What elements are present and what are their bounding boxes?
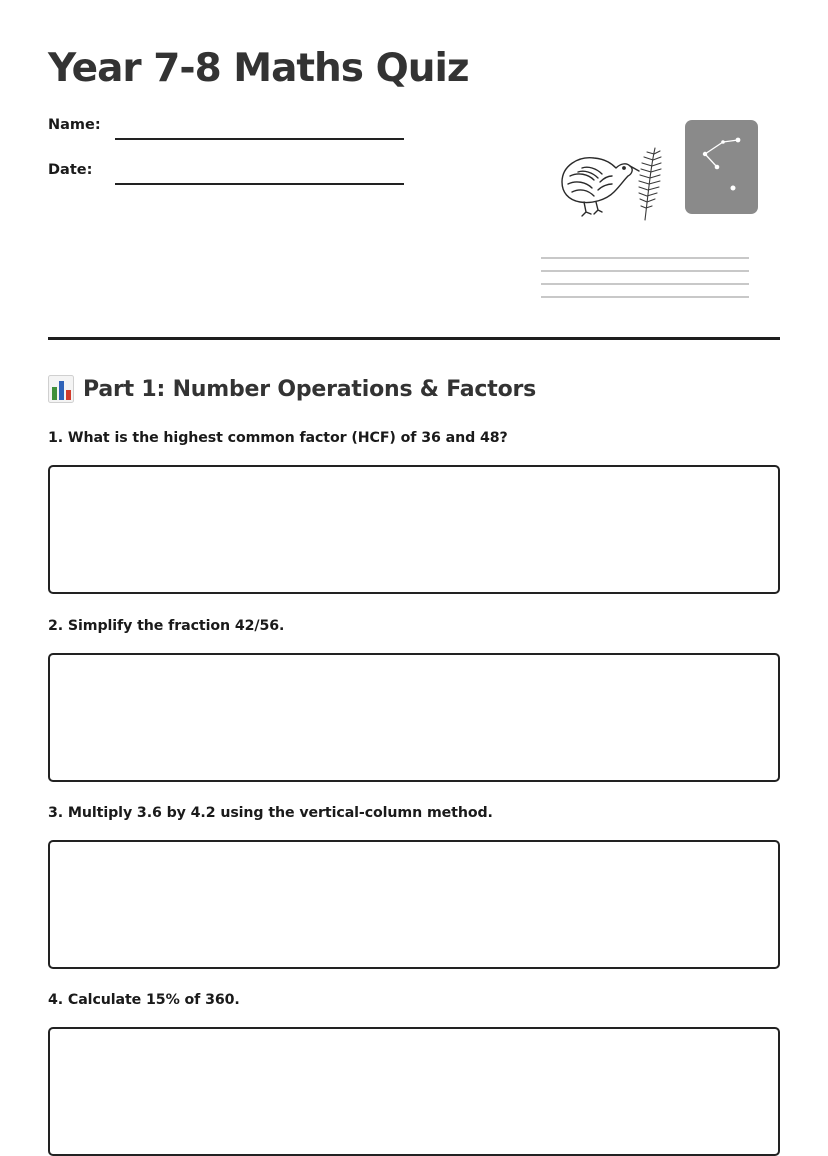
- name-line[interactable]: [115, 138, 404, 140]
- date-line[interactable]: [115, 183, 404, 185]
- part-1-heading: [48, 373, 536, 405]
- name-field[interactable]: [48, 116, 408, 146]
- question-text: 4. Calculate 15% of 360.: [48, 992, 240, 1008]
- southern-cross-stars: [685, 120, 758, 214]
- answer-box[interactable]: [48, 465, 780, 594]
- question-text: 2. Simplify the fraction 42/56.: [48, 618, 285, 634]
- date-field[interactable]: [48, 161, 408, 191]
- southern-cross-icon: [685, 120, 758, 214]
- date-label: Date:: [48, 162, 93, 178]
- header-divider: [48, 337, 780, 340]
- answer-box[interactable]: [48, 653, 780, 782]
- silver-fern-icon: [631, 146, 665, 222]
- answer-box[interactable]: [48, 1027, 780, 1156]
- nz-emblems: [538, 118, 778, 308]
- bar-chart-icon: [48, 375, 74, 403]
- question-text: 1. What is the highest common factor (HCF) of 36 and 48?: [48, 430, 508, 446]
- kiwi-bird-icon: [558, 146, 640, 218]
- part-1-title: Part 1: Number Operations & Factors: [83, 376, 537, 402]
- question-text: 3. Multiply 3.6 by 4.2 using the vertical-column method.: [48, 805, 493, 821]
- quiz-page: [48, 0, 780, 1118]
- answer-box[interactable]: [48, 840, 780, 969]
- page-title: Year 7-8 Maths Quiz: [48, 46, 469, 91]
- name-label: Name:: [48, 117, 101, 133]
- decorative-lines: [541, 256, 751, 300]
